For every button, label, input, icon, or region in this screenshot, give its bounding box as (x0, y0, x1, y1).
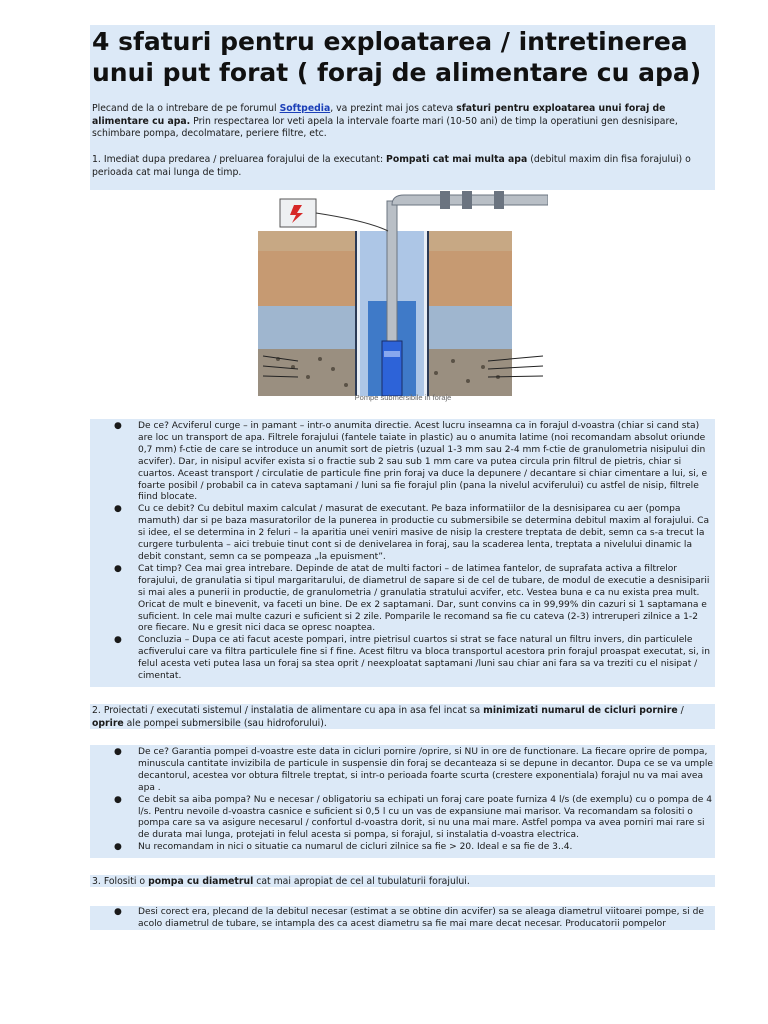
bullet-icon: ● (114, 794, 122, 805)
list-item (112, 635, 714, 683)
list-item-text: De ce? Acviferul curge – in pamant – intr-o anumita directie. Acest lucru inseamna ca in forajul d-voastra (chiar si cand sta) are loc un transport de apa. Filtrele forajului (fantele taiate in plastic) au o anumita latime (noi recomandam absolut oriunde 0,7 mm) f-ctie de care se introduce un anumit sort de pietris (uzual 1-3 mm sau 2-4 mm f-ctie de granulometria nisipului din acvifer). Dar, in nisipul acvifer exista si o fractie sub 2 sau sub 1 mm care va putea circula prin filtrul de pietris, chiar si cuartos. Aceast transport / circulatie de particule fine prin foraj va duce la depunere / decantare si chiar cimentare a lui, si, e foarte posibil / probabil ca in cateva saptamani / luni sa fie forajul plin (pana la nivelul acviferului) cu astfel de nisip, filtrele fiind blocate. (138, 421, 708, 503)
figure-caption: Pompe submersibile in foraje (354, 393, 452, 402)
intro-text-1: Plecand de la o intrebare de pe forumul (92, 103, 280, 114)
list-item (112, 907, 714, 931)
tip2-text-3: ale pompei submersibile (sau hidroforului). (123, 717, 327, 729)
tip-2-heading (92, 705, 714, 730)
tip1-bold: Pompati cat mai multa apa (386, 154, 528, 165)
list-item (112, 842, 714, 854)
intro-bold: sfaturi pentru exploatarea unui foraj de alimentare cu apa. (92, 103, 666, 127)
intro-paragraph (92, 103, 714, 141)
tip3-bold: pompa cu diametrul (148, 876, 254, 887)
list-item-text: Cat timp? Cea mai grea intrebare. Depinde de atat de multi factori – de latimea fantelor, de suprafata activa a filtrelor forajului, de granulatia si tipul margaritarului, de diametrul de sapare si de cel de tubare, de modul de executie a desnisiparii si mai ales a punerii in productie, de granulometria / granulatia stratului acvifer, etc. Vestea buna e ca nu exista prea mult. Oricat de mult e binevenit, va faceti un bine. De ex 2 saptamani. Dar, sunt convins ca in 99,99% din cazuri si 1 saptamana e suficient. In cele mai multe cazuri e suficient si 2 zile. Pomparile le recomand sa fie cu cateva (2-3) intreruperi zilnice a 1-2 ore fiecare. Nu e gresit nici daca se opresc noaptea. (138, 563, 710, 634)
page-title: 4 sfaturi pentru exploatarea / intretinerea unui put forat ( foraj de alimentare cu apa) (92, 27, 702, 87)
list-item (112, 504, 714, 564)
bullet-icon: ● (114, 747, 122, 757)
list-item (112, 421, 714, 504)
intro-text-2: , va prezint mai jos cateva (330, 103, 457, 114)
list-item-text: Nu recomandam in nici o situatie ca numarul de cicluri zilnice sa fie > 20. Ideal e sa fie de 3..4. (138, 842, 573, 853)
softpedia-link[interactable]: Softpedia (279, 103, 331, 114)
tip1-text-1: 1. Imediat dupa predarea / preluarea forajului de la executant: (92, 154, 387, 165)
list-item-text: Desi corect era, plecand de la debitul necesar (estimat a se obtine din acvifer) sa se aleaga diametrul viitoarei pompe, si de acolo diametrul de tubare, se intampla des ca acest diametru sa fie mai mare decat necesar. Producatorii pompelor (138, 907, 704, 929)
pump-illustration (258, 191, 548, 396)
tip-3-heading (92, 876, 714, 889)
bullet-icon: ● (114, 504, 122, 515)
list-1 (112, 421, 714, 683)
bullet-icon: ● (114, 907, 122, 917)
tip2-text-2: / (677, 705, 684, 716)
bullet-icon: ● (114, 842, 122, 853)
tip-1-heading (92, 154, 714, 179)
tip1-text-2: (debitul maxim din fisa forajului) o perioada cat mai lunga de timp. (92, 154, 691, 178)
bullet-icon: ● (114, 635, 122, 646)
list-item (112, 747, 714, 795)
list-item-text: De ce? Garantia pompei d-voastre este data in cicluri pornire /oprire, si NU in ore de functionare. La fiecare oprire de pompa, minuscula cantitate invizibila de particule in suspensie din foraj se decanteaza si se depune in decantor. Dupa ce se va umple decantorul, acestea vor obtura filtrele treptat, si intr-o perioada foarte scurta (crestere exponentiala) forajul nu va mai avea apa . (138, 747, 713, 793)
tip2-text-1: 2. Proiectati / executati sistemul / instalatia de alimentare cu apa in asa fel incat sa (92, 705, 484, 716)
list-3 (112, 907, 714, 931)
list-item (112, 564, 714, 635)
list-item (112, 795, 714, 843)
tip3-text-2: cat mai apropiat de cel al tubulaturii forajului. (253, 876, 470, 887)
bullet-icon: ● (114, 421, 122, 431)
tip2-bold-2: oprire (92, 717, 124, 729)
list-item-text: Concluzia – Dupa ce ati facut aceste pompari, intre pietrisul cuartos si strat se face natural un filtru invers, din particulele acfiverului care va filtra particulele fine si f fine. Acest filtru va bloca transportul acestora prin forajul proaspat executat, si, in felul acesta veti putea lasa un foraj sa stea oprit / neexploatat saptamani /luni sau chiar ani fara sa va treziti cu el nisipat / cimentat. (138, 635, 710, 682)
list-item-text: Ce debit sa aiba pompa? Nu e necesar / obligatoriu sa echipati un foraj care poate furniza 4 l/s (de exemplu) cu o pompa de 4 l/s. Pentru nevoile d-voastra casnice e suficient si 0,5 l cu un vas de expansiune mai marisor. Va recomandam sa folositi o pompa care sa va asigure necesarul / confortul d-voastra dorit, si nu una mai mare. Astfel pompa va avea porniri mai rare si de durata mai lunga, protejati in felul acesta si pompa, si forajul, si instalatia d-voastra electrica. (138, 794, 713, 841)
submersible-pump-diagram (258, 191, 548, 402)
list-item-text: Cu ce debit? Cu debitul maxim calculat / masurat de executant. Pe baza informatiilor de la desnisiparea cu aer (pompa mamuth) dar si pe baza masuratorilor de la punerea in productie cu submersibile se determina debitul maxim al forajului. Ca si idee, el se determina in 2 feluri – la aparitia unei veniri masive de nisip la crestere treptata de debit, semn ca s-a trecut la curgere turbulenta – aici trebuie tinut cont si de denivelarea in foraj, sau la scaderea lenta, treptata a nivelului dinamic la debit constant, semn ca se pompeaza „la epuisment”. (138, 504, 710, 562)
tip3-text-1: 3. Folositi o (92, 876, 149, 887)
list-2 (112, 747, 714, 854)
tip2-bold-1: minimizati numarul de cicluri pornire (483, 705, 678, 716)
intro-text-3: Prin respectarea lor veti apela la intervale foarte mari (10-50 ani) de timp la operatiuni gen desnisipare, schimbare pompa, decolmatare, periere filtre, etc. (92, 115, 678, 139)
bullet-icon: ● (114, 563, 122, 574)
